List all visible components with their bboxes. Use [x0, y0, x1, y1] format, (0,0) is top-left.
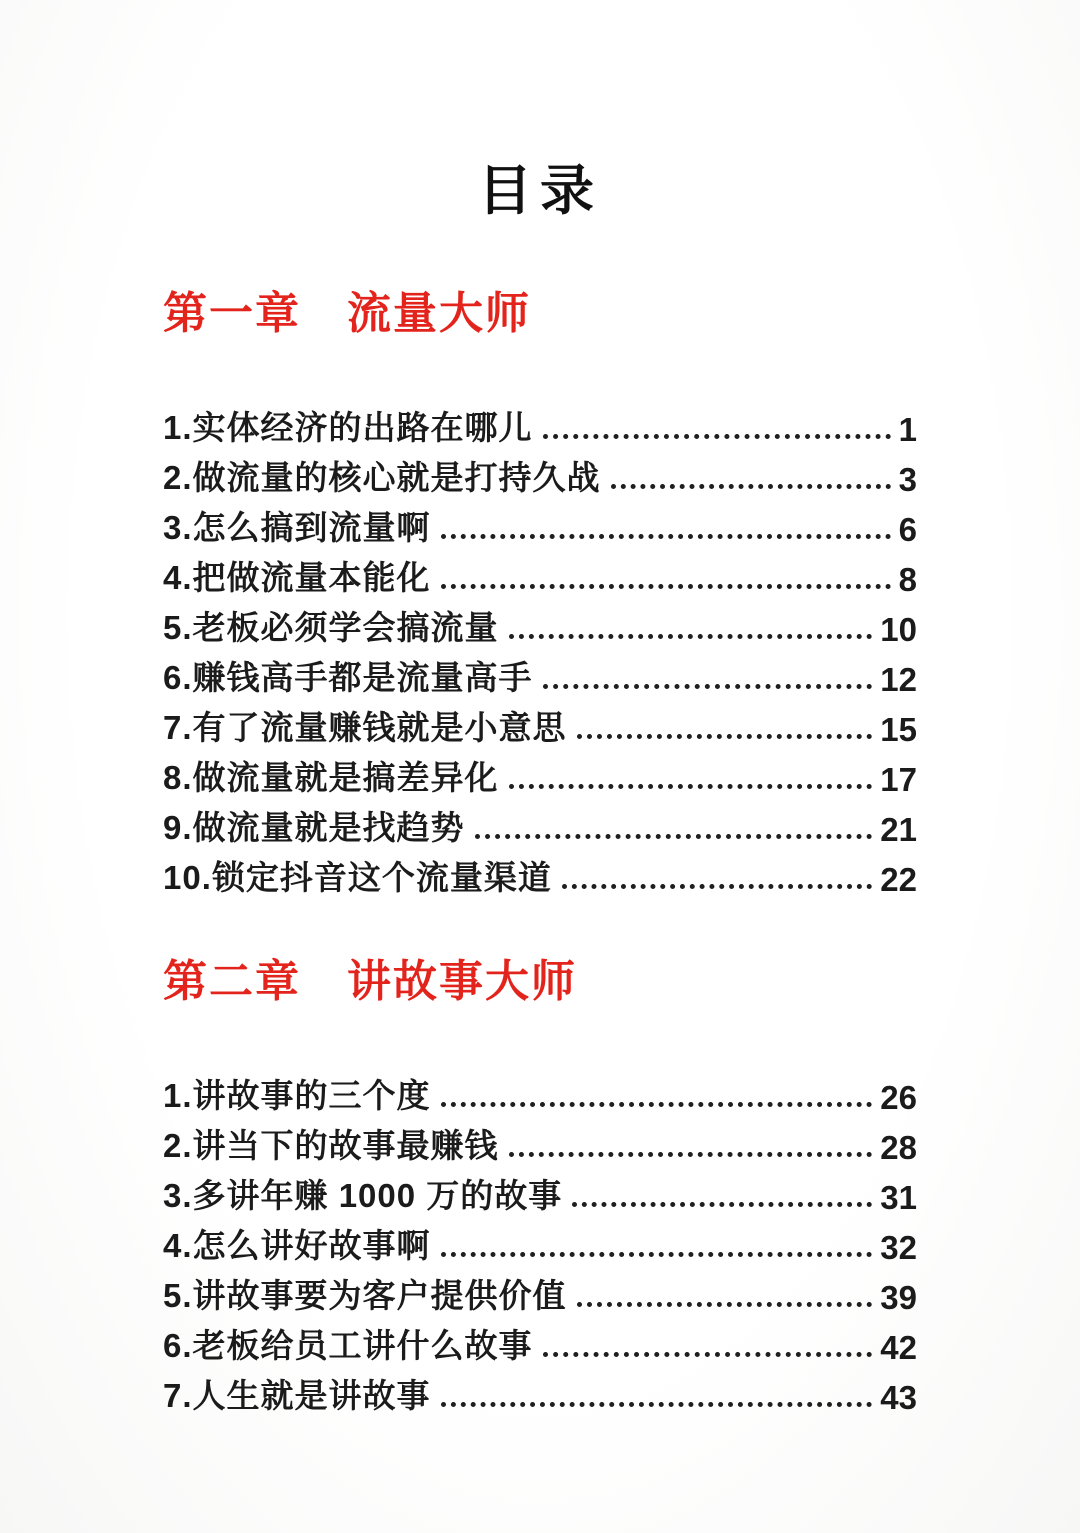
dot-leader: [577, 1302, 873, 1307]
toc-entry-title: 6.老板给员工讲什么故事: [163, 1327, 533, 1364]
toc-entry-page: 10: [880, 611, 917, 648]
dot-leader: [611, 484, 891, 489]
toc-entry-page: 15: [880, 711, 917, 748]
toc-entry: [163, 549, 917, 599]
toc-entry-title: 4.怎么讲好故事啊: [163, 1227, 431, 1264]
chapter-section-2: [163, 945, 917, 1417]
toc-entry: [163, 799, 917, 849]
dot-leader: [543, 434, 891, 439]
chapter-2-heading: 第二章 讲故事大师: [163, 957, 577, 1006]
dot-leader: [441, 1402, 873, 1407]
toc-entry-title: 6.赚钱高手都是流量高手: [163, 659, 533, 696]
toc-entry: [163, 1167, 917, 1217]
dot-leader: [577, 734, 873, 739]
dot-leader: [509, 784, 873, 789]
toc-entry-title: 8.做流量就是搞差异化: [163, 759, 499, 796]
toc-entry-title: 1.讲故事的三个度: [163, 1077, 431, 1114]
toc-entry: [163, 1317, 917, 1367]
chapter-1-heading: 第一章 流量大师: [163, 289, 531, 338]
toc-entry-page: 17: [880, 761, 917, 798]
toc-entry: [163, 399, 917, 449]
chapter-section-1: [163, 277, 917, 899]
toc-entry: [163, 649, 917, 699]
toc-entry-page: 21: [880, 811, 917, 848]
toc-entry: [163, 849, 917, 899]
toc-entry: [163, 1367, 917, 1417]
dot-leader: [475, 834, 873, 839]
toc-entry-title: 7.有了流量赚钱就是小意思: [163, 709, 567, 746]
toc-entry: [163, 1117, 917, 1167]
toc-entry-title: 1.实体经济的出路在哪儿: [163, 409, 533, 446]
toc-entry-title: 3.多讲年赚 1000 万的故事: [163, 1177, 563, 1214]
toc-entry-page: 1: [898, 411, 917, 448]
toc-entry-page: 8: [898, 561, 917, 598]
toc-entry-title: 2.做流量的核心就是打持久战: [163, 459, 601, 496]
toc-entry: [163, 1267, 917, 1317]
toc-entry-page: 43: [880, 1379, 917, 1416]
toc-entry-page: 42: [880, 1329, 917, 1366]
toc-entry: [163, 499, 917, 549]
toc-entry-title: 4.把做流量本能化: [163, 559, 431, 596]
dot-leader: [441, 534, 891, 539]
toc-entry-title: 2.讲当下的故事最赚钱: [163, 1127, 499, 1164]
toc-entry: [163, 749, 917, 799]
dot-leader: [543, 1352, 873, 1357]
dot-leader: [441, 584, 891, 589]
dot-leader: [441, 1252, 873, 1257]
toc-entry-title: 5.讲故事要为客户提供价值: [163, 1277, 567, 1314]
dot-leader: [572, 1202, 872, 1207]
page-title: 目录: [478, 161, 602, 221]
toc-entry-page: 32: [880, 1229, 917, 1266]
toc-entry-page: 26: [880, 1079, 917, 1116]
toc-entry-title: 10.锁定抖音这个流量渠道: [163, 859, 552, 896]
toc-entry-page: 3: [898, 461, 917, 498]
dot-leader: [441, 1102, 873, 1107]
toc-entry-title: 9.做流量就是找趋势: [163, 809, 465, 846]
toc-entry-page: 12: [880, 661, 917, 698]
toc-entry-page: 6: [898, 511, 917, 548]
dot-leader: [562, 884, 872, 889]
toc-entry-page: 28: [880, 1129, 917, 1166]
toc-entry: [163, 699, 917, 749]
toc-entry-title: 3.怎么搞到流量啊: [163, 509, 431, 546]
toc-entry-page: 31: [880, 1179, 917, 1216]
chapter-1-entries: [163, 399, 917, 899]
toc-entry: [163, 1067, 917, 1117]
toc-entry-page: 22: [880, 861, 917, 898]
toc-entry: [163, 599, 917, 649]
toc-entry: [163, 449, 917, 499]
dot-leader: [509, 1152, 873, 1157]
chapter-2-entries: [163, 1067, 917, 1417]
toc-entry-title: 5.老板必须学会搞流量: [163, 609, 499, 646]
toc-entry-title: 7.人生就是讲故事: [163, 1377, 431, 1414]
toc-entry-page: 39: [880, 1279, 917, 1316]
toc-entry: [163, 1217, 917, 1267]
dot-leader: [543, 684, 873, 689]
dot-leader: [509, 634, 873, 639]
